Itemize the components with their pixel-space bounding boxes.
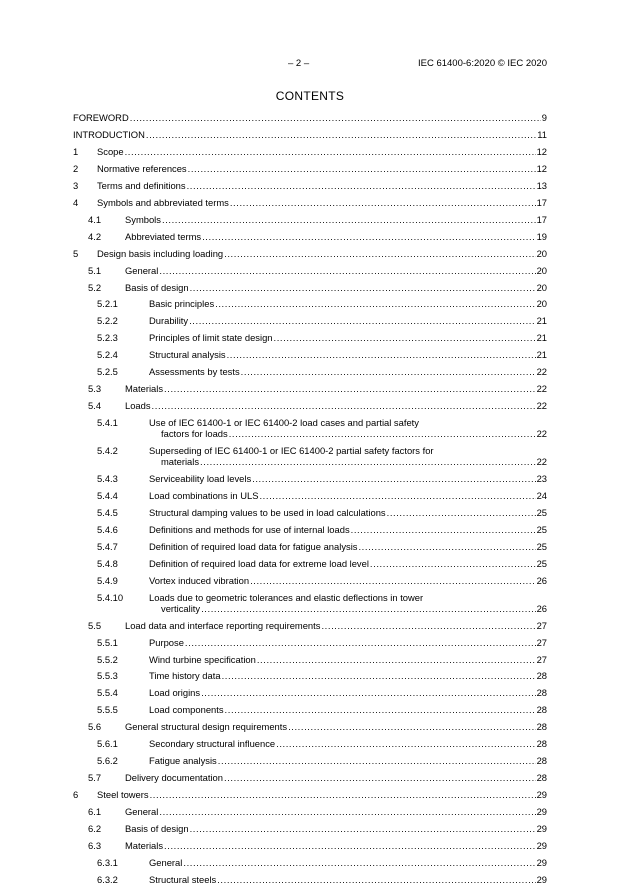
dot-leader — [146, 129, 536, 140]
dot-leader — [274, 332, 536, 343]
toc-entry-title-continuation: factors for loads — [161, 428, 228, 440]
toc-entry-title: Durability — [149, 315, 189, 327]
dot-leader — [159, 265, 535, 276]
toc-entry-page: 20 — [536, 247, 547, 259]
toc-entry-title: Purpose — [149, 636, 184, 648]
toc-entry[interactable] — [0, 214, 620, 225]
dot-leader — [288, 721, 536, 732]
toc-entry-title: Materials — [125, 383, 164, 395]
toc-entry[interactable] — [0, 417, 620, 439]
dot-leader — [227, 349, 536, 360]
toc-entry-page: 26 — [536, 602, 547, 614]
toc-entry-number: 5.2.1 — [97, 298, 118, 310]
dot-leader — [222, 670, 536, 681]
toc-entry[interactable] — [0, 524, 620, 535]
toc-entry[interactable] — [0, 575, 620, 586]
toc-entry-title: Definition of required load data for fatigue analysis — [149, 540, 358, 552]
dot-leader — [276, 738, 535, 749]
toc-entry-number: 5.6.1 — [97, 738, 118, 750]
dot-leader — [201, 603, 535, 614]
toc-entry-page: 29 — [536, 806, 547, 818]
dot-leader — [218, 755, 536, 766]
toc-entry-page: 28 — [536, 687, 547, 699]
toc-entry[interactable] — [0, 507, 620, 518]
toc-entry-title: Symbols and abbreviated terms — [97, 196, 229, 208]
toc-entry-number: 5.5.1 — [97, 636, 118, 648]
dot-leader — [202, 231, 535, 242]
toc-entry[interactable] — [0, 231, 620, 242]
dot-leader — [229, 428, 536, 439]
toc-entry[interactable] — [0, 163, 620, 174]
dot-leader — [150, 789, 536, 800]
toc-entry-number: 4.2 — [88, 230, 102, 242]
toc-entry-page: 22 — [536, 400, 547, 412]
toc-entry-page: 28 — [536, 670, 547, 682]
toc-entry-page: 17 — [536, 196, 547, 208]
toc-entry[interactable] — [0, 670, 620, 681]
toc-entry[interactable] — [0, 298, 620, 309]
toc-entry[interactable] — [0, 840, 620, 851]
toc-entry-title: General structural design requirements — [125, 721, 288, 733]
toc-entry-title: Basis of design — [125, 281, 189, 293]
dot-leader — [387, 507, 536, 518]
dot-leader — [125, 146, 536, 157]
toc-entry-page: 27 — [536, 636, 547, 648]
toc-entry-page: 29 — [536, 873, 547, 885]
toc-entry[interactable] — [0, 400, 620, 411]
toc-entry-number: 5.5.4 — [97, 687, 118, 699]
toc-entry[interactable] — [0, 473, 620, 484]
toc-entry-title: INTRODUCTION — [73, 128, 145, 140]
dot-leader — [370, 558, 536, 569]
toc-entry-number: 5.4.5 — [97, 506, 118, 518]
toc-entry[interactable] — [0, 704, 620, 715]
toc-entry-page: 25 — [536, 523, 547, 535]
toc-entry-page: 29 — [536, 856, 547, 868]
toc-entry-number: 5.4.10 — [97, 591, 124, 603]
toc-entry-title-continuation: verticality — [161, 602, 201, 614]
dot-leader — [164, 840, 536, 851]
toc-entry-number: 5.4.7 — [97, 540, 118, 552]
toc-entry-number: 6.3 — [88, 839, 102, 851]
dot-leader — [351, 524, 536, 535]
toc-entry-page: 22 — [536, 383, 547, 395]
toc-entry-number: 5.7 — [88, 772, 102, 784]
toc-entry-number: 5.4.2 — [97, 445, 118, 457]
dot-leader — [250, 575, 536, 586]
toc-entry-page: 28 — [536, 704, 547, 716]
toc-entry-number: 5.1 — [88, 264, 102, 276]
toc-entry-title: Assessments by tests — [149, 366, 240, 378]
toc-entry-number: 2 — [73, 162, 79, 174]
dot-leader — [183, 857, 535, 868]
toc-entry-page: 12 — [536, 162, 547, 174]
toc-entry-page: 12 — [536, 145, 547, 157]
toc-entry-page: 29 — [536, 789, 547, 801]
toc-entry-page: 27 — [536, 619, 547, 631]
toc-entry-title: Load components — [149, 704, 224, 716]
toc-entry[interactable] — [0, 349, 620, 360]
toc-entry-title: Basic principles — [149, 298, 215, 310]
toc-entry-number: 5.4.9 — [97, 574, 118, 586]
toc-entry[interactable] — [0, 558, 620, 569]
toc-entry[interactable] — [0, 197, 620, 208]
toc-entry-title: Load data and interface reporting requirements — [125, 619, 321, 631]
toc-entry-number: 5.4.6 — [97, 523, 118, 535]
toc-entry-title: Delivery documentation — [125, 772, 223, 784]
toc-entry[interactable] — [0, 620, 620, 631]
toc-entry[interactable] — [0, 180, 620, 191]
toc-entry-number: 5.5.5 — [97, 704, 118, 716]
toc-entry-page: 21 — [536, 332, 547, 344]
toc-entry[interactable] — [0, 789, 620, 800]
toc-entry-title: Symbols — [125, 213, 161, 225]
dot-leader — [188, 163, 536, 174]
dot-leader — [259, 490, 535, 501]
dot-leader — [225, 704, 536, 715]
toc-entry-page: 17 — [536, 213, 547, 225]
toc-entry-title: Load origins — [149, 687, 201, 699]
toc-entry[interactable] — [0, 592, 620, 614]
toc-entry-title: FOREWORD — [73, 112, 129, 123]
toc-entry-number: 5.2.2 — [97, 315, 118, 327]
toc-entry-number: 5 — [73, 247, 79, 259]
toc-entry-page: 26 — [536, 574, 547, 586]
toc-entry-number: 6 — [73, 789, 79, 801]
dot-leader — [230, 197, 536, 208]
toc-entry[interactable] — [0, 721, 620, 732]
toc-entry-page: 20 — [536, 298, 547, 310]
toc-entry[interactable] — [0, 806, 620, 817]
toc-entry-number: 6.3.1 — [97, 856, 118, 868]
toc-entry-page: 22 — [536, 366, 547, 378]
toc-entry-page: 27 — [536, 653, 547, 665]
dot-leader — [190, 823, 536, 834]
toc-entry-number: 1 — [73, 145, 79, 157]
toc-entry[interactable] — [0, 366, 620, 377]
toc-entry-page: 21 — [536, 349, 547, 361]
toc-entry-title: Normative references — [97, 162, 187, 174]
toc-entry-title: Design basis including loading — [97, 247, 224, 259]
dot-leader — [241, 366, 536, 377]
toc-entry[interactable] — [0, 129, 620, 140]
toc-entry-title: Definition of required load data for extreme load level — [149, 557, 369, 569]
toc-entry-number: 5.6 — [88, 721, 102, 733]
dot-leader — [257, 654, 536, 665]
toc-entry-number: 5.4.1 — [97, 417, 118, 429]
toc-entry-page: 20 — [536, 281, 547, 293]
toc-entry[interactable] — [0, 874, 620, 885]
toc-entry-page: 29 — [536, 839, 547, 851]
toc-entry[interactable] — [0, 265, 620, 276]
toc-entry-title: Loads due to geometric tolerances and elastic deflections in tower — [149, 591, 424, 603]
dot-leader — [200, 456, 536, 467]
dot-leader — [201, 687, 535, 698]
toc-entry-number: 5.2.3 — [97, 332, 118, 344]
toc-entry[interactable] — [0, 637, 620, 648]
page-header — [0, 58, 620, 72]
toc-entry-title: General — [125, 806, 159, 818]
dot-leader — [159, 806, 535, 817]
toc-entry-page: 13 — [536, 179, 547, 191]
toc-entry-title: Abbreviated terms — [125, 230, 202, 242]
toc-entry-title: Load combinations in ULS — [149, 489, 259, 501]
toc-entry-number: 6.2 — [88, 823, 102, 834]
dot-leader — [130, 112, 541, 123]
toc-entry-number: 4.1 — [88, 213, 102, 225]
toc-entry[interactable] — [0, 654, 620, 665]
toc-entry-page: 21 — [536, 315, 547, 327]
toc-entry-title: Basis of design — [125, 823, 189, 834]
dot-leader — [189, 315, 535, 326]
toc-entry-title: Definitions and methods for use of internal loads — [149, 523, 350, 535]
dot-leader — [190, 282, 536, 293]
toc-entry-page: 23 — [536, 473, 547, 484]
toc-entry-title: Steel towers — [97, 789, 149, 801]
toc-entry-title: Materials — [125, 839, 164, 851]
toc-entry[interactable] — [0, 490, 620, 501]
toc-entry[interactable] — [0, 738, 620, 749]
toc-entry-page: 25 — [536, 506, 547, 518]
toc-entry-number: 5.5.3 — [97, 670, 118, 682]
toc-entry-title: General — [125, 264, 159, 276]
toc-entry-title: Terms and definitions — [97, 179, 186, 191]
toc-entry-title: Time history data — [149, 670, 221, 682]
toc-entry-number: 5.2.4 — [97, 349, 118, 361]
dot-leader — [162, 214, 536, 225]
toc-entry[interactable] — [0, 772, 620, 783]
toc-entry-title: Structural analysis — [149, 349, 226, 361]
toc-entry-number: 5.4.3 — [97, 473, 118, 484]
toc-entry-title: Vortex induced vibration — [149, 574, 250, 586]
toc-entry-title: General — [149, 856, 183, 868]
toc-entry-number: 5.4.8 — [97, 557, 118, 569]
dot-leader — [224, 772, 536, 783]
dot-leader — [358, 541, 535, 552]
toc-entry-title: Wind turbine specification — [149, 653, 256, 665]
toc-entry-page: 28 — [536, 772, 547, 784]
page-number: – 2 – — [288, 58, 310, 69]
toc-entry-page: 22 — [536, 428, 547, 440]
toc-entry-title: Use of IEC 61400-1 or IEC 61400-2 load cases and partial safety — [149, 417, 419, 429]
toc-entry-title-continuation: materials — [161, 456, 200, 468]
toc-entry[interactable] — [0, 315, 620, 326]
toc-entry-page: 19 — [536, 230, 547, 242]
toc-entry[interactable] — [0, 282, 620, 293]
toc-entry-number: 5.4.4 — [97, 489, 118, 501]
toc-entry-page: 25 — [536, 540, 547, 552]
toc-entry-number: 5.5 — [88, 619, 102, 631]
dot-leader — [224, 248, 535, 259]
toc-entry-title: Fatigue analysis — [149, 755, 217, 767]
toc-entry-page: 9 — [541, 112, 547, 123]
toc-entry[interactable] — [0, 687, 620, 698]
toc-entry-title: Structural damping values to be used in load calculations — [149, 506, 386, 518]
toc-entry[interactable] — [0, 857, 620, 868]
toc-entry-page: 11 — [537, 128, 547, 140]
toc-entry-number: 6.1 — [88, 806, 102, 818]
toc-entry-number: 5.2.5 — [97, 366, 118, 378]
toc-entry-number: 6.3.2 — [97, 873, 118, 885]
toc-entry-number: 5.3 — [88, 383, 102, 395]
toc-entry[interactable] — [0, 332, 620, 343]
toc-entry-title: Secondary structural influence — [149, 738, 276, 750]
toc-entry-number: 5.6.2 — [97, 755, 118, 767]
toc-entry-number: 5.2 — [88, 281, 102, 293]
dot-leader — [152, 400, 536, 411]
toc-entry-page: 28 — [536, 721, 547, 733]
toc-entry[interactable] — [0, 383, 620, 394]
toc-entry[interactable] — [0, 755, 620, 766]
toc-entry-number: 4 — [73, 196, 79, 208]
dot-leader — [164, 383, 536, 394]
toc-entry-title: Loads — [125, 400, 151, 412]
toc-entry[interactable] — [0, 445, 620, 467]
dot-leader — [321, 620, 535, 631]
dot-leader — [187, 180, 536, 191]
toc-entry-title: Scope — [97, 145, 124, 157]
toc-entry-title: Serviceability load levels — [149, 473, 252, 484]
toc-entry[interactable] — [0, 823, 620, 834]
toc-entry[interactable] — [0, 112, 620, 123]
toc-entry-title: Structural steels — [149, 873, 217, 885]
toc-entry-title: Principles of limit state design — [149, 332, 273, 344]
toc-entry-page: 20 — [536, 264, 547, 276]
toc-entry-page: 29 — [536, 823, 547, 834]
toc-entry-number: 3 — [73, 179, 79, 191]
toc-entry-page: 24 — [536, 489, 547, 501]
toc-entry-page: 22 — [536, 456, 547, 468]
document-reference: IEC 61400-6:2020 © IEC 2020 — [417, 58, 547, 69]
dot-leader — [217, 874, 535, 885]
toc-entry-number: 5.4 — [88, 400, 102, 412]
dot-leader — [185, 637, 536, 648]
contents-title: CONTENTS — [275, 89, 345, 103]
toc-entry-page: 25 — [536, 557, 547, 569]
dot-leader — [215, 298, 535, 309]
toc-entry-page: 28 — [536, 738, 547, 750]
toc-entry[interactable] — [0, 541, 620, 552]
toc-entry[interactable] — [0, 248, 620, 259]
toc-entry-number: 5.5.2 — [97, 653, 118, 665]
dot-leader — [252, 473, 535, 484]
toc-entry[interactable] — [0, 146, 620, 157]
toc-entry-title: Superseding of IEC 61400-1 or IEC 61400-2 partial safety factors for — [149, 445, 434, 457]
toc-entry-page: 28 — [536, 755, 547, 767]
